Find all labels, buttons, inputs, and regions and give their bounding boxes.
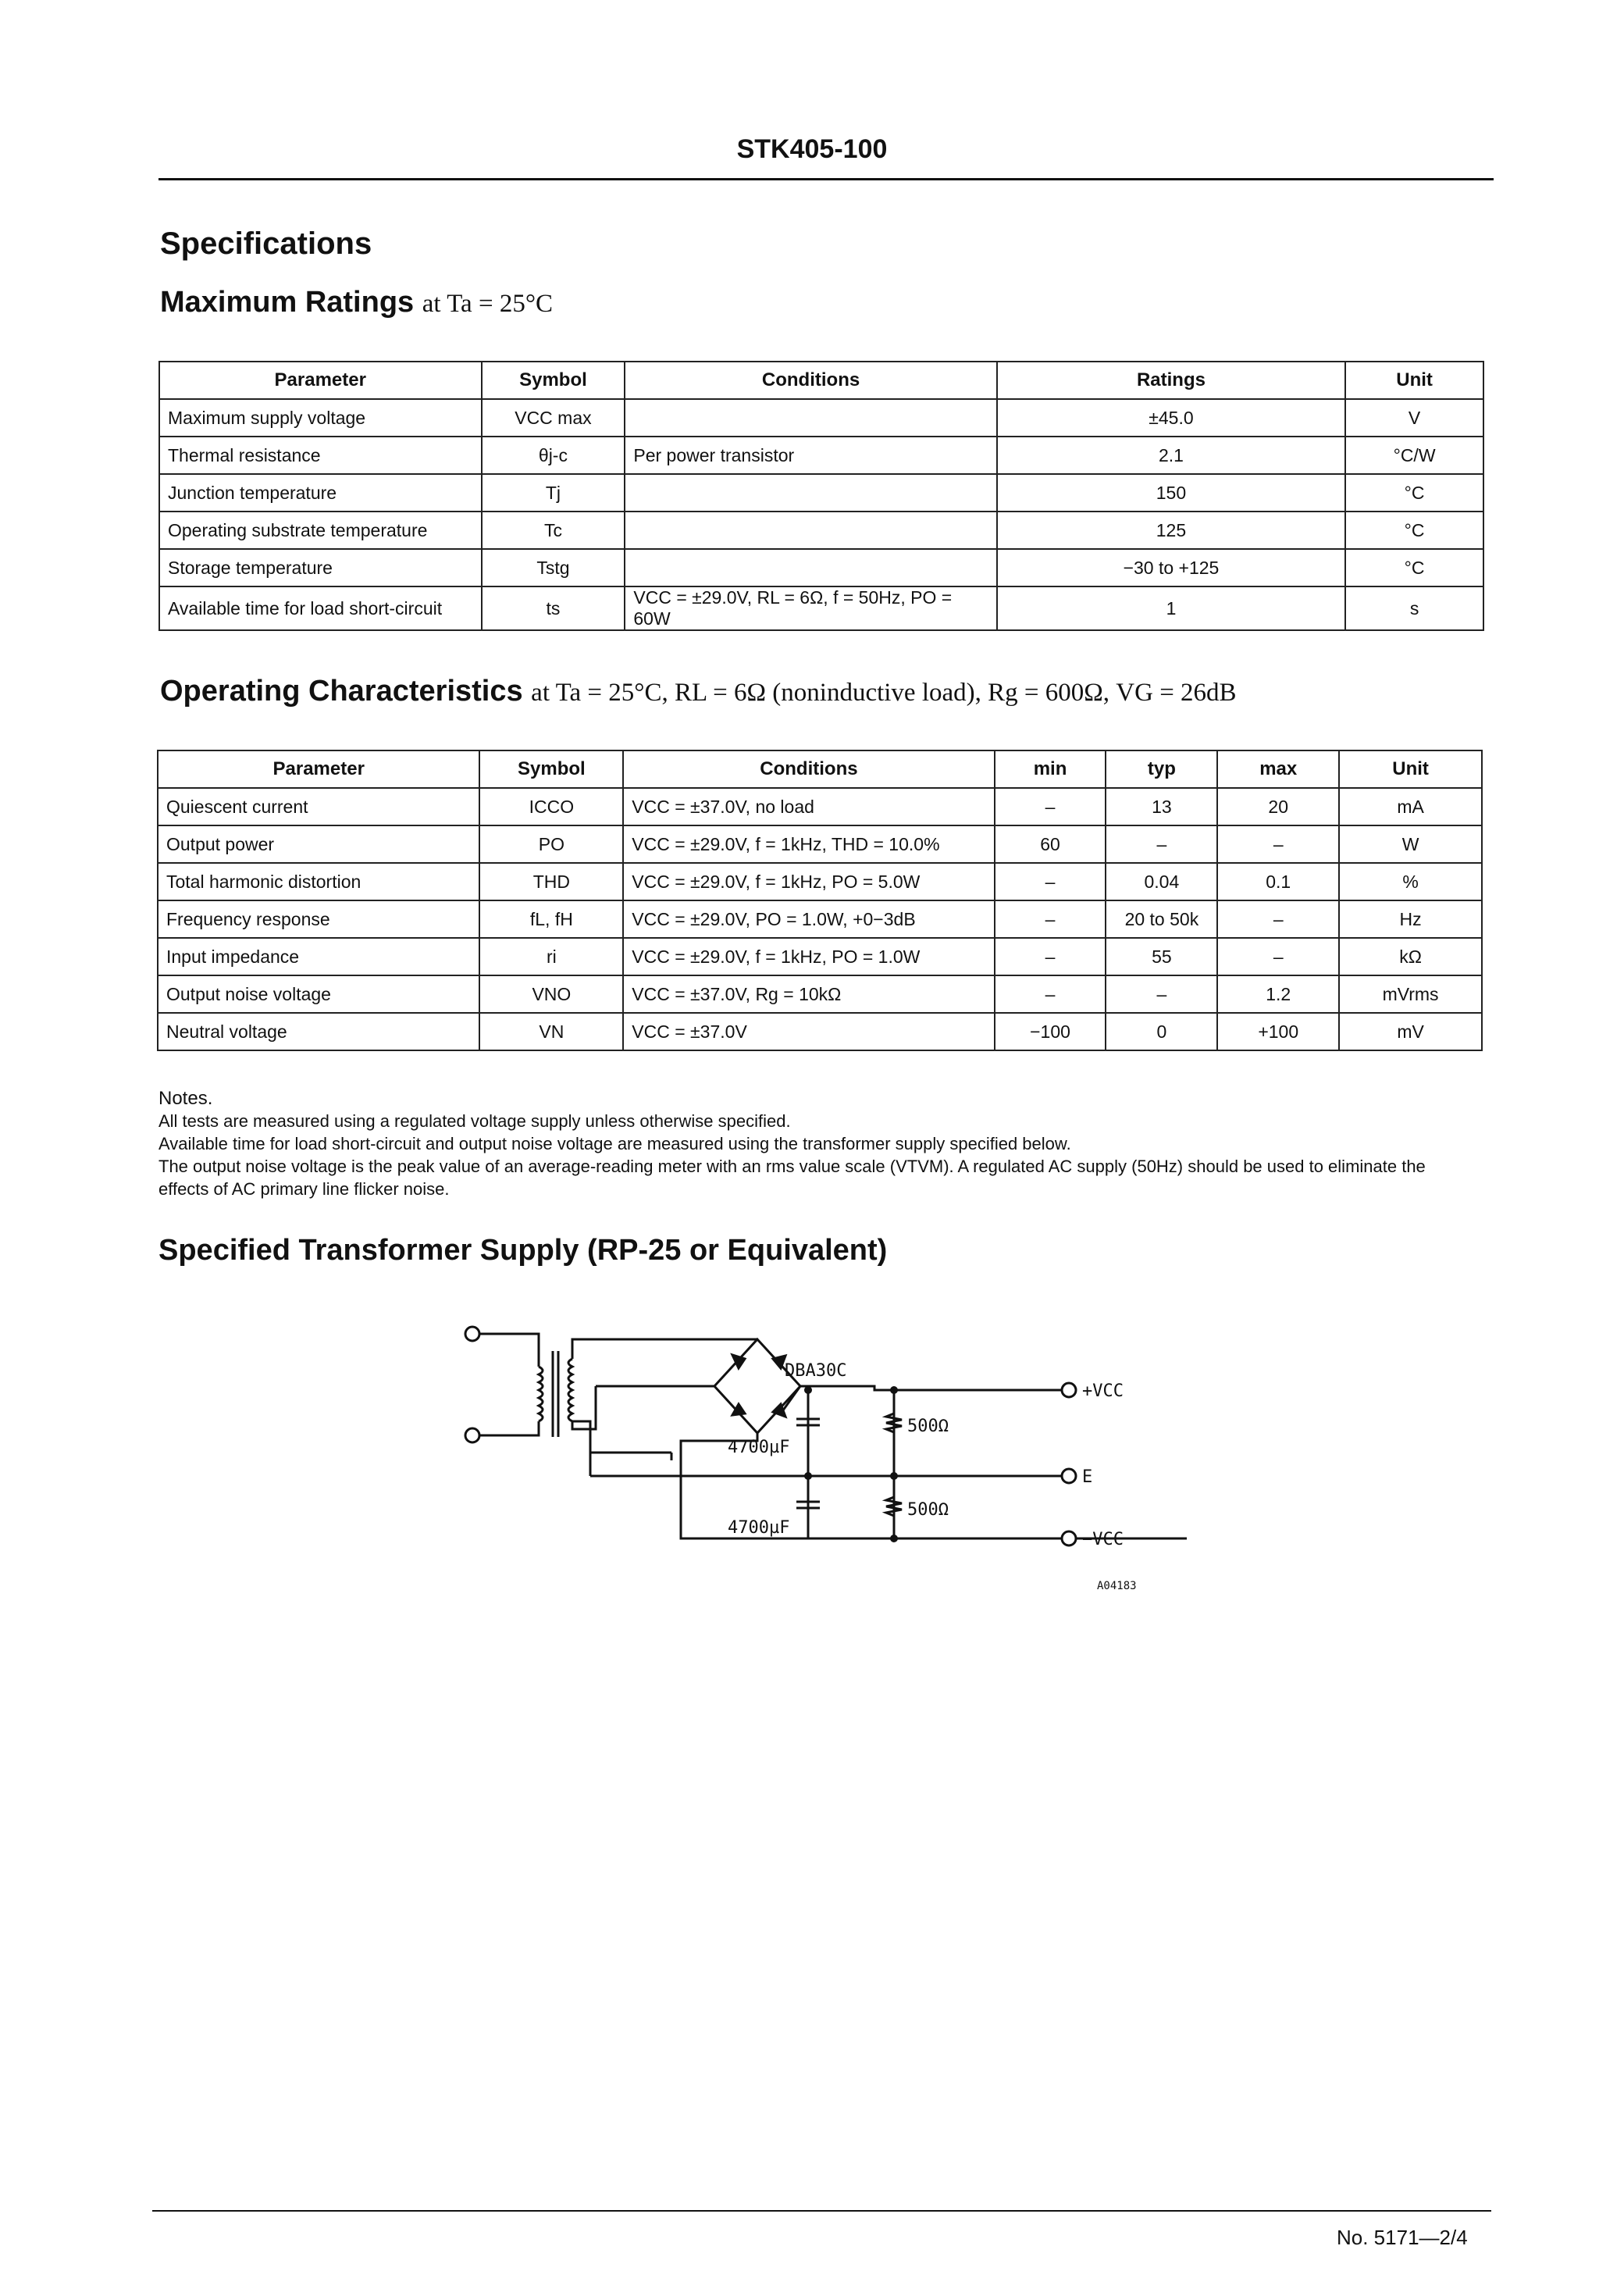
capacitor-label: 4700µF [728, 1438, 790, 1457]
cell-conditions: VCC = ±37.0V, Rg = 10kΩ [623, 975, 994, 1013]
notes-heading: Notes. [158, 1088, 213, 1109]
cell-ratings: ±45.0 [997, 399, 1345, 437]
transformer-heading: Specified Transformer Supply (RP-25 or Equivalent) [158, 1234, 888, 1267]
table-row [158, 900, 1482, 938]
cell-min: −100 [995, 1013, 1106, 1050]
table-row [158, 788, 1482, 825]
cell-symbol: Tj [482, 474, 625, 512]
transformer-circuit-diagram [437, 1312, 1187, 1624]
resistor-label: 500Ω [907, 1500, 949, 1520]
cell-min: – [995, 788, 1106, 825]
op-chars-heading [160, 675, 1237, 708]
table-row [159, 399, 1483, 437]
cell-max: – [1217, 825, 1339, 863]
cell-max: – [1217, 900, 1339, 938]
table-row [158, 863, 1482, 900]
cell-ratings: 1 [997, 586, 1345, 630]
cell-conditions: VCC = ±29.0V, RL = 6Ω, f = 50Hz, PO = 60W [625, 586, 996, 630]
table-row [159, 474, 1483, 512]
cell-unit: s [1345, 586, 1483, 630]
cell-parameter: Neutral voltage [158, 1013, 479, 1050]
cell-parameter: Maximum supply voltage [159, 399, 482, 437]
cell-parameter: Output power [158, 825, 479, 863]
cell-ratings: −30 to +125 [997, 549, 1345, 586]
cell-symbol: ts [482, 586, 625, 630]
cell-ratings: 2.1 [997, 437, 1345, 474]
max-ratings-title: Maximum Ratings [160, 286, 415, 319]
cell-ratings: 150 [997, 474, 1345, 512]
cell-symbol: Tc [482, 512, 625, 549]
cell-symbol: VCC max [482, 399, 625, 437]
max-ratings-table [158, 361, 1484, 631]
cell-typ: 20 to 50k [1106, 900, 1217, 938]
cell-symbol: Tstg [482, 549, 625, 586]
column-header: Unit [1339, 750, 1482, 788]
op-chars-table [157, 750, 1483, 1051]
table-row [159, 512, 1483, 549]
cell-conditions: VCC = ±37.0V [623, 1013, 994, 1050]
cell-typ: – [1106, 825, 1217, 863]
cell-parameter: Junction temperature [159, 474, 482, 512]
table-row [158, 825, 1482, 863]
cell-conditions: VCC = ±29.0V, f = 1kHz, PO = 1.0W [623, 938, 994, 975]
cell-unit: °C [1345, 512, 1483, 549]
table-row [158, 1013, 1482, 1050]
cell-conditions: VCC = ±29.0V, f = 1kHz, THD = 10.0% [623, 825, 994, 863]
column-header: Conditions [623, 750, 994, 788]
cell-conditions: Per power transistor [625, 437, 996, 474]
cell-symbol: fL, fH [479, 900, 623, 938]
column-header: typ [1106, 750, 1217, 788]
cell-typ: 13 [1106, 788, 1217, 825]
cell-symbol: PO [479, 825, 623, 863]
page-number: No. 5171—2/4 [1337, 2226, 1468, 2249]
table-row [158, 938, 1482, 975]
cell-typ: 0 [1106, 1013, 1217, 1050]
op-chars-title: Operating Characteristics [160, 675, 523, 708]
table-row [158, 975, 1482, 1013]
cell-symbol: ri [479, 938, 623, 975]
max-ratings-condition: at Ta = 25°C [422, 290, 554, 318]
cell-conditions: VCC = ±29.0V, f = 1kHz, PO = 5.0W [623, 863, 994, 900]
cell-conditions: VCC = ±29.0V, PO = 1.0W, +0−3dB [623, 900, 994, 938]
cell-parameter: Operating substrate temperature [159, 512, 482, 549]
cell-unit: kΩ [1339, 938, 1482, 975]
cell-parameter: Quiescent current [158, 788, 479, 825]
footer-rule [152, 2210, 1491, 2212]
cell-conditions [625, 512, 996, 549]
cell-parameter: Frequency response [158, 900, 479, 938]
column-header: Ratings [997, 362, 1345, 399]
cell-parameter: Total harmonic distortion [158, 863, 479, 900]
header-title: STK405-100 [736, 134, 888, 164]
cell-symbol: ICCO [479, 788, 623, 825]
cell-unit: % [1339, 863, 1482, 900]
cell-unit: mVrms [1339, 975, 1482, 1013]
cell-parameter: Input impedance [158, 938, 479, 975]
note-line: All tests are measured using a regulated voltage supply unless otherwise specified. [158, 1111, 791, 1131]
cell-parameter: Output noise voltage [158, 975, 479, 1013]
column-header: max [1217, 750, 1339, 788]
cell-symbol: θj-c [482, 437, 625, 474]
cell-max: +100 [1217, 1013, 1339, 1050]
note-line: The output noise voltage is the peak value of an average-reading meter with an rms value scale (VTVM). A regulated AC supply (50Hz) should be used to eliminate the [158, 1157, 1426, 1176]
output-neg-label: −VCC [1082, 1530, 1124, 1549]
table-header-row [159, 362, 1483, 399]
cell-conditions [625, 399, 996, 437]
cell-conditions: VCC = ±37.0V, no load [623, 788, 994, 825]
cell-typ: 55 [1106, 938, 1217, 975]
cell-unit: °C/W [1345, 437, 1483, 474]
cell-unit: °C [1345, 549, 1483, 586]
column-header: Unit [1345, 362, 1483, 399]
cell-unit: mV [1339, 1013, 1482, 1050]
cell-min: – [995, 900, 1106, 938]
bridge-label: DBA30C [785, 1361, 847, 1381]
cell-max: 1.2 [1217, 975, 1339, 1013]
cell-unit: V [1345, 399, 1483, 437]
output-e-label: E [1082, 1467, 1093, 1487]
table-row [159, 549, 1483, 586]
cell-max: 20 [1217, 788, 1339, 825]
cell-unit: °C [1345, 474, 1483, 512]
capacitor-label: 4700µF [728, 1518, 790, 1538]
op-chars-condition: at Ta = 25°C, RL = 6Ω (noninductive load), Rg = 600Ω, VG = 26dB [531, 679, 1237, 707]
output-pos-label: +VCC [1082, 1381, 1124, 1401]
cell-conditions [625, 474, 996, 512]
cell-max: 0.1 [1217, 863, 1339, 900]
cell-parameter: Storage temperature [159, 549, 482, 586]
cell-ratings: 125 [997, 512, 1345, 549]
cell-typ: 0.04 [1106, 863, 1217, 900]
cell-conditions [625, 549, 996, 586]
table-row [159, 437, 1483, 474]
column-header: Symbol [482, 362, 625, 399]
notes [158, 1087, 1501, 1200]
cell-unit: W [1339, 825, 1482, 863]
cell-parameter: Thermal resistance [159, 437, 482, 474]
header-rule [158, 178, 1494, 180]
cell-min: – [995, 938, 1106, 975]
cell-symbol: VNO [479, 975, 623, 1013]
column-header: Parameter [158, 750, 479, 788]
resistor-label: 500Ω [907, 1417, 949, 1436]
note-line: Available time for load short-circuit and output noise voltage are measured using the transformer supply specified below. [158, 1134, 1071, 1153]
cell-parameter: Available time for load short-circuit [159, 586, 482, 630]
max-ratings-heading [160, 286, 553, 319]
column-header: Symbol [479, 750, 623, 788]
column-header: Conditions [625, 362, 996, 399]
column-header: Parameter [159, 362, 482, 399]
table-row [159, 586, 1483, 630]
column-header: min [995, 750, 1106, 788]
specifications-heading: Specifications [160, 226, 372, 261]
cell-unit: Hz [1339, 900, 1482, 938]
cell-max: – [1217, 938, 1339, 975]
note-line: effects of AC primary line flicker noise. [158, 1179, 450, 1199]
cell-min: – [995, 975, 1106, 1013]
drawing-number: A04183 [1097, 1580, 1137, 1592]
table-header-row [158, 750, 1482, 788]
cell-symbol: THD [479, 863, 623, 900]
cell-min: – [995, 863, 1106, 900]
cell-typ: – [1106, 975, 1217, 1013]
cell-min: 60 [995, 825, 1106, 863]
cell-symbol: VN [479, 1013, 623, 1050]
cell-unit: mA [1339, 788, 1482, 825]
